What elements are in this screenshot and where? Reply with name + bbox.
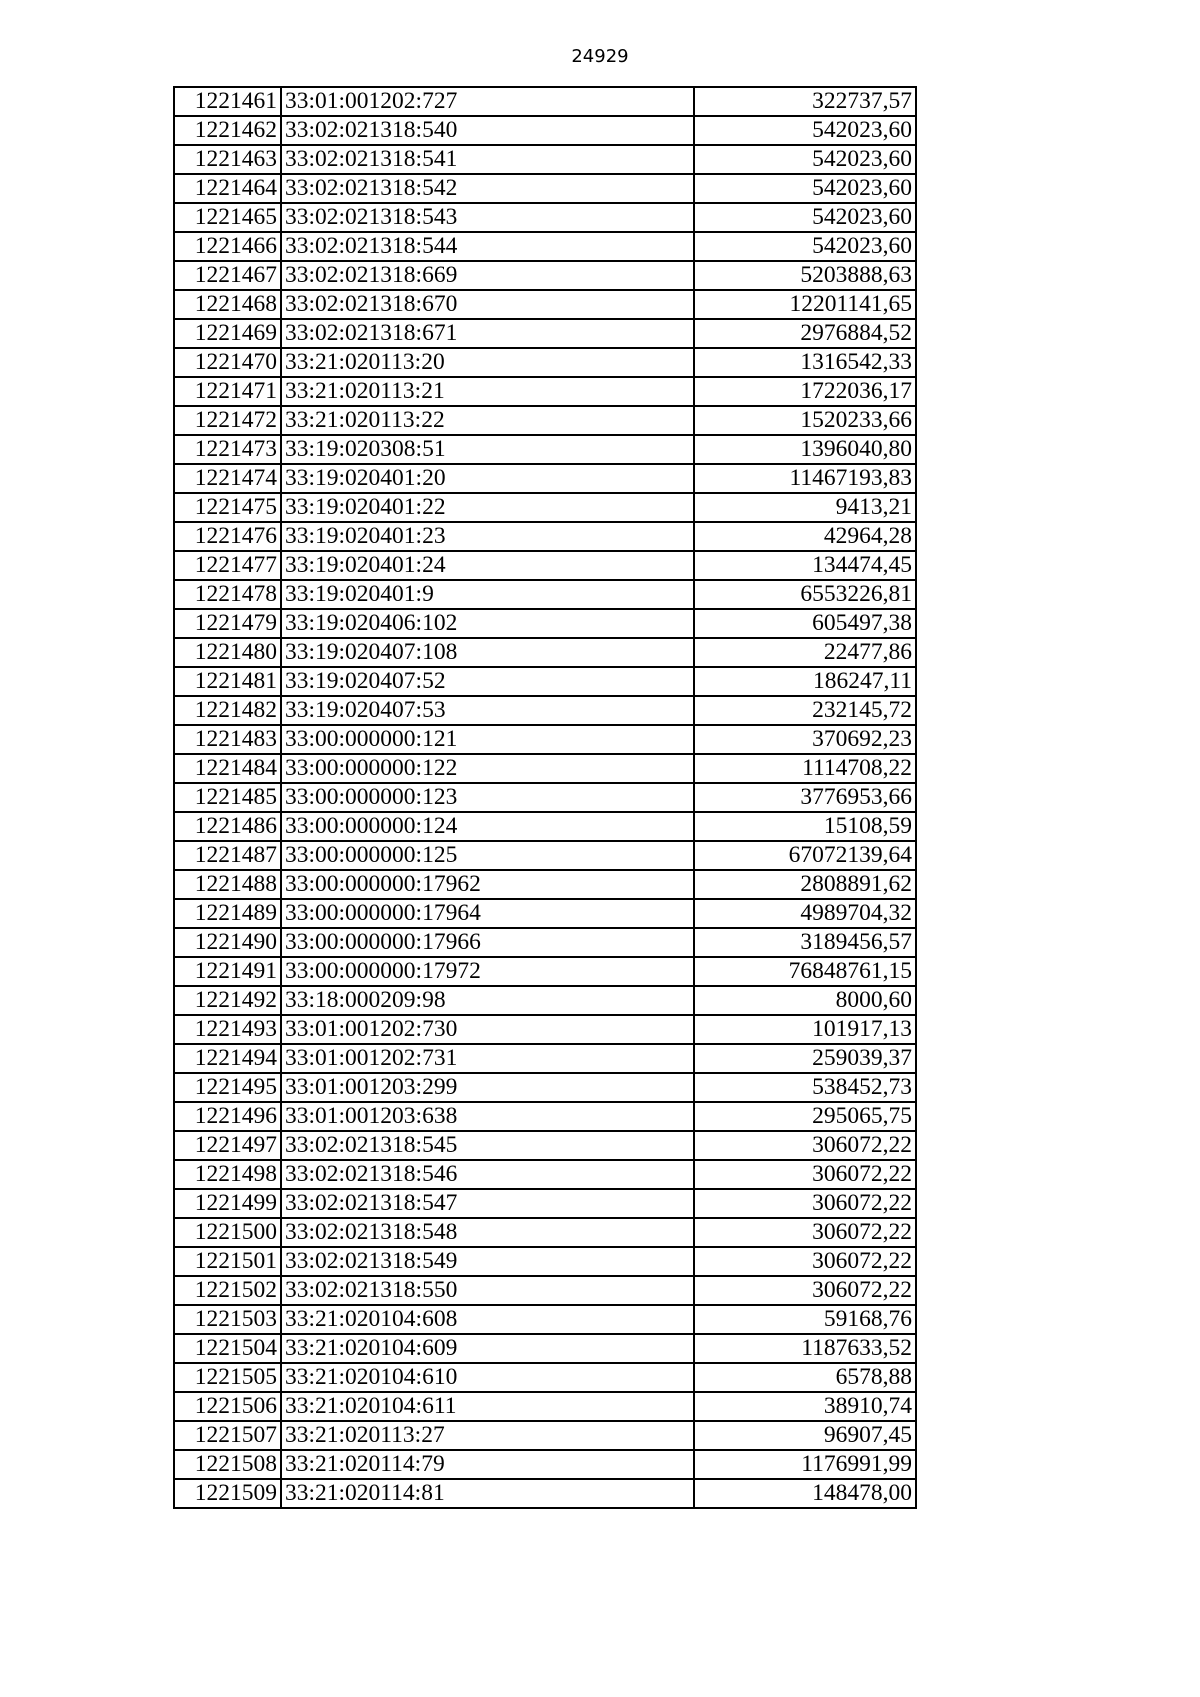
cadastral-number-cell: 33:01:001203:299: [281, 1073, 694, 1102]
table-row: [174, 1102, 916, 1131]
row-id-cell: 1221472: [174, 406, 281, 435]
cadastral-value-cell: 3776953,66: [694, 783, 916, 812]
row-id-cell: 1221476: [174, 522, 281, 551]
cadastral-value-cell: 134474,45: [694, 551, 916, 580]
table-row: [174, 870, 916, 899]
table-row: [174, 1334, 916, 1363]
row-id-cell: 1221496: [174, 1102, 281, 1131]
cadastral-value-cell: 306072,22: [694, 1247, 916, 1276]
row-id-cell: 1221479: [174, 609, 281, 638]
cadastral-value-cell: 22477,86: [694, 638, 916, 667]
cadastral-number-cell: 33:21:020113:22: [281, 406, 694, 435]
cadastral-number-cell: 33:19:020407:52: [281, 667, 694, 696]
cadastral-number-cell: 33:02:021318:547: [281, 1189, 694, 1218]
row-id-cell: 1221478: [174, 580, 281, 609]
cadastral-number-cell: 33:19:020401:22: [281, 493, 694, 522]
row-id-cell: 1221501: [174, 1247, 281, 1276]
cadastral-number-cell: 33:00:000000:17972: [281, 957, 694, 986]
row-id-cell: 1221497: [174, 1131, 281, 1160]
table-row: [174, 957, 916, 986]
table-row: [174, 377, 916, 406]
table-row: [174, 609, 916, 638]
cadastral-number-cell: 33:02:021318:544: [281, 232, 694, 261]
cadastral-number-cell: 33:02:021318:540: [281, 116, 694, 145]
cadastral-number-cell: 33:02:021318:549: [281, 1247, 694, 1276]
table-row: [174, 986, 916, 1015]
cadastral-number-cell: 33:02:021318:543: [281, 203, 694, 232]
row-id-cell: 1221477: [174, 551, 281, 580]
table-row: [174, 1160, 916, 1189]
cadastral-number-cell: 33:00:000000:122: [281, 754, 694, 783]
table-row: [174, 435, 916, 464]
cadastral-value-cell: 1396040,80: [694, 435, 916, 464]
cadastral-value-cell: 101917,13: [694, 1015, 916, 1044]
row-id-cell: 1221493: [174, 1015, 281, 1044]
cadastral-value-cell: 8000,60: [694, 986, 916, 1015]
table-row: [174, 319, 916, 348]
cadastral-value-cell: 1187633,52: [694, 1334, 916, 1363]
table-row: [174, 1363, 916, 1392]
row-id-cell: 1221473: [174, 435, 281, 464]
row-id-cell: 1221491: [174, 957, 281, 986]
cadastral-number-cell: 33:00:000000:125: [281, 841, 694, 870]
row-id-cell: 1221500: [174, 1218, 281, 1247]
cadastral-value-cell: 542023,60: [694, 232, 916, 261]
cadastral-number-cell: 33:00:000000:123: [281, 783, 694, 812]
cadastral-value-cell: 1176991,99: [694, 1450, 916, 1479]
cadastral-number-cell: 33:02:021318:546: [281, 1160, 694, 1189]
table-row: [174, 696, 916, 725]
table-row: [174, 783, 916, 812]
cadastral-value-cell: 1114708,22: [694, 754, 916, 783]
cadastral-number-cell: 33:02:021318:550: [281, 1276, 694, 1305]
cadastral-value-cell: 542023,60: [694, 174, 916, 203]
table-row: [174, 1392, 916, 1421]
cadastral-value-cell: 42964,28: [694, 522, 916, 551]
cadastral-number-cell: 33:21:020104:608: [281, 1305, 694, 1334]
cadastral-number-cell: 33:21:020104:609: [281, 1334, 694, 1363]
table-row: [174, 464, 916, 493]
table-row: [174, 406, 916, 435]
row-id-cell: 1221483: [174, 725, 281, 754]
row-id-cell: 1221503: [174, 1305, 281, 1334]
row-id-cell: 1221495: [174, 1073, 281, 1102]
cadastral-number-cell: 33:21:020104:611: [281, 1392, 694, 1421]
cadastral-number-cell: 33:02:021318:548: [281, 1218, 694, 1247]
table-row: [174, 232, 916, 261]
table-row: [174, 1218, 916, 1247]
table-row: [174, 1479, 916, 1508]
cadastral-number-cell: 33:02:021318:545: [281, 1131, 694, 1160]
cadastral-value-cell: 186247,11: [694, 667, 916, 696]
cadastral-value-cell: 9413,21: [694, 493, 916, 522]
table-body: [174, 87, 916, 1508]
table-row: [174, 348, 916, 377]
cadastral-number-cell: 33:01:001202:727: [281, 87, 694, 116]
table-row: [174, 1421, 916, 1450]
row-id-cell: 1221509: [174, 1479, 281, 1508]
cadastral-value-cell: 4989704,32: [694, 899, 916, 928]
row-id-cell: 1221484: [174, 754, 281, 783]
cadastral-value-cell: 542023,60: [694, 203, 916, 232]
table-row: [174, 145, 916, 174]
cadastral-value-cell: 2976884,52: [694, 319, 916, 348]
cadastral-value-cell: 542023,60: [694, 145, 916, 174]
table-row: [174, 899, 916, 928]
cadastral-number-cell: 33:19:020406:102: [281, 609, 694, 638]
row-id-cell: 1221504: [174, 1334, 281, 1363]
page-number: 24929: [571, 46, 629, 67]
cadastral-value-cell: 259039,37: [694, 1044, 916, 1073]
cadastral-value-cell: 306072,22: [694, 1160, 916, 1189]
row-id-cell: 1221461: [174, 87, 281, 116]
cadastral-value-cell: 5203888,63: [694, 261, 916, 290]
row-id-cell: 1221464: [174, 174, 281, 203]
table-row: [174, 87, 916, 116]
cadastral-value-cell: 1520233,66: [694, 406, 916, 435]
cadastral-value-cell: 76848761,15: [694, 957, 916, 986]
cadastral-value-cell: 605497,38: [694, 609, 916, 638]
cadastral-number-cell: 33:01:001203:638: [281, 1102, 694, 1131]
row-id-cell: 1221499: [174, 1189, 281, 1218]
cadastral-number-cell: 33:19:020308:51: [281, 435, 694, 464]
table-row: [174, 667, 916, 696]
cadastral-value-table: [173, 86, 917, 1509]
cadastral-value-cell: 3189456,57: [694, 928, 916, 957]
cadastral-number-cell: 33:02:021318:542: [281, 174, 694, 203]
cadastral-number-cell: 33:21:020114:79: [281, 1450, 694, 1479]
cadastral-number-cell: 33:00:000000:17964: [281, 899, 694, 928]
cadastral-number-cell: 33:21:020113:27: [281, 1421, 694, 1450]
cadastral-number-cell: 33:00:000000:17966: [281, 928, 694, 957]
cadastral-value-cell: 59168,76: [694, 1305, 916, 1334]
cadastral-value-cell: 11467193,83: [694, 464, 916, 493]
cadastral-value-cell: 38910,74: [694, 1392, 916, 1421]
cadastral-number-cell: 33:02:021318:671: [281, 319, 694, 348]
row-id-cell: 1221487: [174, 841, 281, 870]
cadastral-value-cell: 148478,00: [694, 1479, 916, 1508]
row-id-cell: 1221505: [174, 1363, 281, 1392]
cadastral-number-cell: 33:02:021318:541: [281, 145, 694, 174]
row-id-cell: 1221498: [174, 1160, 281, 1189]
row-id-cell: 1221471: [174, 377, 281, 406]
cadastral-number-cell: 33:19:020401:20: [281, 464, 694, 493]
cadastral-number-cell: 33:00:000000:17962: [281, 870, 694, 899]
row-id-cell: 1221506: [174, 1392, 281, 1421]
cadastral-value-cell: 6553226,81: [694, 580, 916, 609]
row-id-cell: 1221508: [174, 1450, 281, 1479]
cadastral-value-cell: 370692,23: [694, 725, 916, 754]
table-row: [174, 203, 916, 232]
table-row: [174, 493, 916, 522]
cadastral-value-cell: 542023,60: [694, 116, 916, 145]
table-row: [174, 928, 916, 957]
row-id-cell: 1221468: [174, 290, 281, 319]
row-id-cell: 1221481: [174, 667, 281, 696]
cadastral-number-cell: 33:00:000000:124: [281, 812, 694, 841]
cadastral-number-cell: 33:19:020407:53: [281, 696, 694, 725]
cadastral-value-cell: 67072139,64: [694, 841, 916, 870]
row-id-cell: 1221469: [174, 319, 281, 348]
cadastral-value-cell: 96907,45: [694, 1421, 916, 1450]
row-id-cell: 1221492: [174, 986, 281, 1015]
cadastral-number-cell: 33:21:020113:21: [281, 377, 694, 406]
row-id-cell: 1221465: [174, 203, 281, 232]
table-row: [174, 638, 916, 667]
table-row: [174, 1450, 916, 1479]
cadastral-value-cell: 322737,57: [694, 87, 916, 116]
table-row: [174, 1044, 916, 1073]
row-id-cell: 1221490: [174, 928, 281, 957]
table-row: [174, 812, 916, 841]
row-id-cell: 1221470: [174, 348, 281, 377]
table-row: [174, 754, 916, 783]
cadastral-value-cell: 538452,73: [694, 1073, 916, 1102]
cadastral-value-cell: 306072,22: [694, 1218, 916, 1247]
table-row: [174, 116, 916, 145]
cadastral-value-cell: 306072,22: [694, 1189, 916, 1218]
cadastral-number-cell: 33:01:001202:731: [281, 1044, 694, 1073]
table-row: [174, 1276, 916, 1305]
cadastral-value-cell: 295065,75: [694, 1102, 916, 1131]
cadastral-number-cell: 33:21:020104:610: [281, 1363, 694, 1392]
cadastral-value-cell: 306072,22: [694, 1276, 916, 1305]
row-id-cell: 1221486: [174, 812, 281, 841]
table-row: [174, 174, 916, 203]
row-id-cell: 1221489: [174, 899, 281, 928]
table-row: [174, 290, 916, 319]
table-row: [174, 1073, 916, 1102]
cadastral-value-cell: 15108,59: [694, 812, 916, 841]
table-row: [174, 522, 916, 551]
table-row: [174, 841, 916, 870]
row-id-cell: 1221463: [174, 145, 281, 174]
cadastral-value-cell: 1316542,33: [694, 348, 916, 377]
row-id-cell: 1221467: [174, 261, 281, 290]
table-row: [174, 551, 916, 580]
table-row: [174, 1247, 916, 1276]
cadastral-value-cell: 306072,22: [694, 1131, 916, 1160]
table-row: [174, 1305, 916, 1334]
row-id-cell: 1221502: [174, 1276, 281, 1305]
cadastral-number-cell: 33:19:020401:24: [281, 551, 694, 580]
cadastral-number-cell: 33:19:020401:9: [281, 580, 694, 609]
cadastral-number-cell: 33:21:020114:81: [281, 1479, 694, 1508]
row-id-cell: 1221475: [174, 493, 281, 522]
row-id-cell: 1221507: [174, 1421, 281, 1450]
table-row: [174, 1015, 916, 1044]
cadastral-number-cell: 33:02:021318:669: [281, 261, 694, 290]
cadastral-value-cell: 2808891,62: [694, 870, 916, 899]
table-row: [174, 1131, 916, 1160]
row-id-cell: 1221494: [174, 1044, 281, 1073]
cadastral-number-cell: 33:19:020407:108: [281, 638, 694, 667]
cadastral-value-cell: 232145,72: [694, 696, 916, 725]
cadastral-value-cell: 1722036,17: [694, 377, 916, 406]
table-row: [174, 580, 916, 609]
cadastral-number-cell: 33:00:000000:121: [281, 725, 694, 754]
row-id-cell: 1221485: [174, 783, 281, 812]
row-id-cell: 1221482: [174, 696, 281, 725]
cadastral-value-cell: 12201141,65: [694, 290, 916, 319]
row-id-cell: 1221488: [174, 870, 281, 899]
table-row: [174, 261, 916, 290]
cadastral-number-cell: 33:21:020113:20: [281, 348, 694, 377]
row-id-cell: 1221480: [174, 638, 281, 667]
cadastral-number-cell: 33:18:000209:98: [281, 986, 694, 1015]
row-id-cell: 1221466: [174, 232, 281, 261]
row-id-cell: 1221474: [174, 464, 281, 493]
cadastral-number-cell: 33:19:020401:23: [281, 522, 694, 551]
row-id-cell: 1221462: [174, 116, 281, 145]
table-row: [174, 1189, 916, 1218]
cadastral-number-cell: 33:02:021318:670: [281, 290, 694, 319]
cadastral-value-cell: 6578,88: [694, 1363, 916, 1392]
cadastral-number-cell: 33:01:001202:730: [281, 1015, 694, 1044]
table-row: [174, 725, 916, 754]
